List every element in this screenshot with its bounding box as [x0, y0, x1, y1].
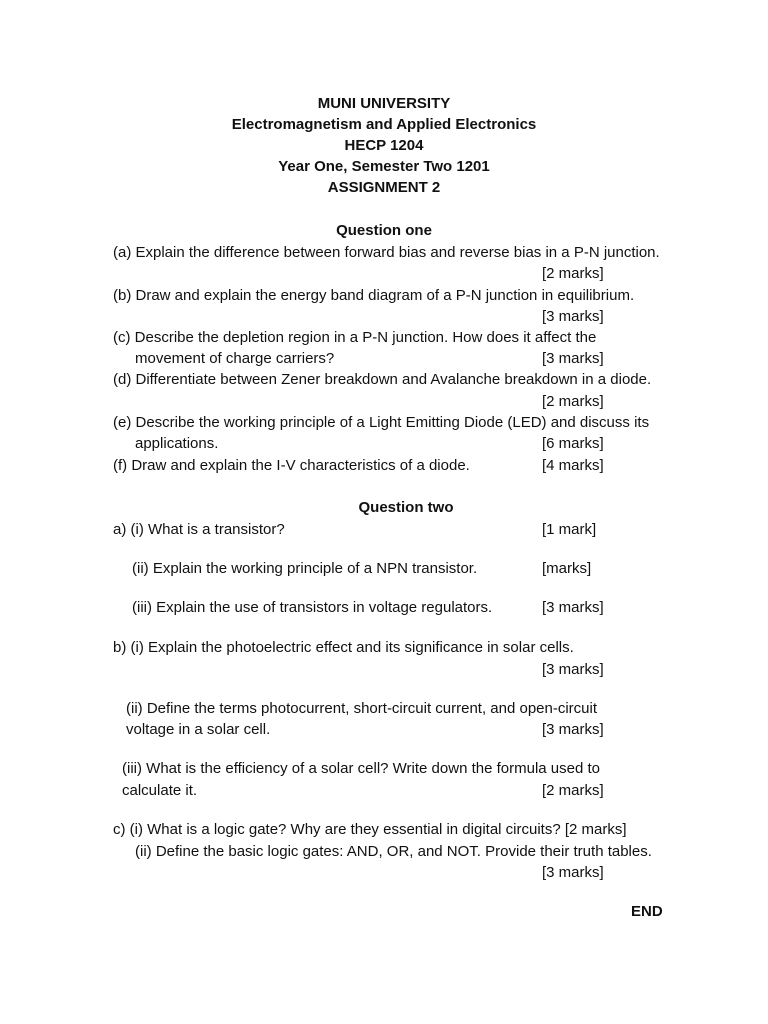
q2-a-ii-marks: [marks]	[542, 560, 592, 577]
course-code: HECP 1204	[344, 137, 424, 154]
q1-c-marks: [3 marks]	[542, 350, 604, 367]
q2-c-i-text: c) (i) What is a logic gate? Why are they essential in digital circuits? [2 marks]	[113, 821, 627, 838]
q2-b-iii-text-line2: calculate it.	[122, 782, 198, 799]
q2-a-i-text: a) (i) What is a transistor?	[113, 521, 285, 538]
assignment-title: ASSIGNMENT 2	[327, 179, 441, 196]
q1-a-marks: [2 marks]	[542, 265, 604, 282]
q2-b-iii-text-line1: (iii) What is the efficiency of a solar cell? Write down the formula used to	[122, 760, 600, 777]
q2-c-ii-marks: [3 marks]	[542, 864, 604, 881]
q2-a-iii-text: (iii) Explain the use of transistors in voltage regulators.	[132, 599, 493, 616]
q2-b-ii-text-line1: (ii) Define the terms photocurrent, short-circuit current, and open-circuit	[126, 700, 598, 717]
question-two-heading: Question two	[358, 499, 454, 516]
end-marker: END	[631, 903, 663, 920]
question-one-heading: Question one	[336, 222, 432, 239]
q2-b-iii-marks: [2 marks]	[542, 782, 604, 799]
q2-a-ii-text: (ii) Explain the working principle of a NPN transistor.	[132, 560, 478, 577]
q2-c-ii-text: (ii) Define the basic logic gates: AND, OR, and NOT. Provide their truth tables.	[135, 843, 652, 860]
q1-f-text: (f) Draw and explain the I-V characteristics of a diode.	[113, 457, 470, 474]
q2-b-i-text: b) (i) Explain the photoelectric effect and its significance in solar cells.	[113, 639, 574, 656]
q1-e-text-line1: (e) Describe the working principle of a Light Emitting Diode (LED) and discuss its	[113, 414, 650, 431]
course-title: Electromagnetism and Applied Electronics	[231, 116, 537, 133]
q1-b-text: (b) Draw and explain the energy band diagram of a P-N junction in equilibrium.	[113, 287, 635, 304]
q2-b-ii-marks: [3 marks]	[542, 721, 604, 738]
q1-d-marks: [2 marks]	[542, 393, 604, 410]
q1-a-text: (a) Explain the difference between forward bias and reverse bias in a P-N junction.	[113, 244, 660, 261]
q1-d-text: (d) Differentiate between Zener breakdown and Avalanche breakdown in a diode.	[113, 371, 652, 388]
q2-b-ii-text-line2: voltage in a solar cell.	[126, 721, 271, 738]
university-name: MUNI UNIVERSITY	[317, 95, 451, 112]
q2-a-iii-marks: [3 marks]	[542, 599, 604, 616]
q1-e-marks: [6 marks]	[542, 435, 604, 452]
q2-b-i-marks: [3 marks]	[542, 661, 604, 678]
q2-a-i-marks: [1 mark]	[542, 521, 597, 538]
q1-c-text-line2: movement of charge carriers?	[135, 350, 335, 367]
q1-b-marks: [3 marks]	[542, 308, 604, 325]
year-semester: Year One, Semester Two 1201	[278, 158, 490, 175]
q1-c-text-line1: (c) Describe the depletion region in a P-N junction. How does it affect the	[113, 329, 597, 346]
q1-f-marks: [4 marks]	[542, 457, 604, 474]
q1-e-text-line2: applications.	[135, 435, 219, 452]
